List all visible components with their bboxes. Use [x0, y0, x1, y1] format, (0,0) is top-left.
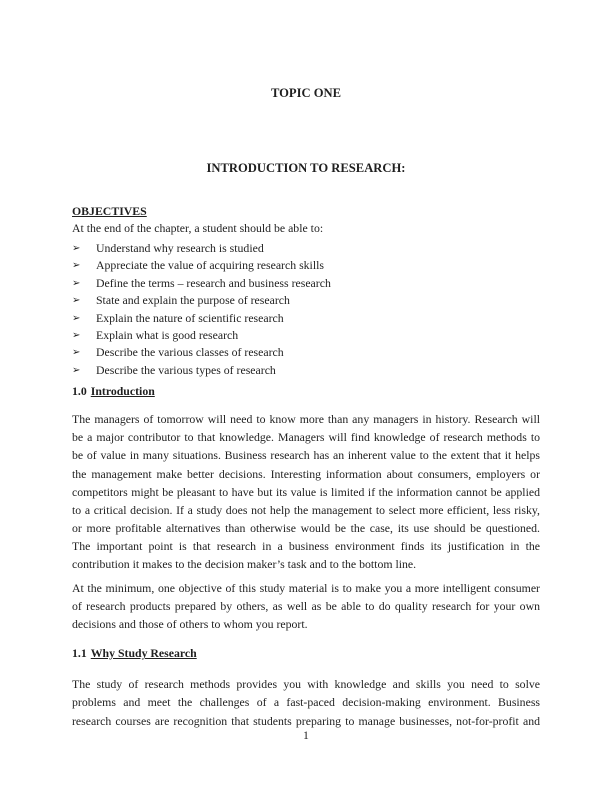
paragraph-line: decisions and those of others to whom you report. [72, 617, 308, 632]
topic-title: TOPIC ONE [270, 86, 342, 100]
objective-item [72, 327, 540, 344]
paragraph-introduction-2 [72, 579, 540, 633]
paragraph-line: be a major contributor to that knowledge. Managers will find knowledge of research methods to [72, 430, 540, 445]
objective-item-text: Explain what is good research [96, 328, 239, 343]
objectives-intro: At the end of the chapter, a student should be able to: [72, 221, 324, 235]
objectives-list [72, 240, 540, 379]
paragraph-line: or more profitable alternatives than otherwise would be the case, its use should be questioned. [72, 520, 540, 535]
objective-item-text: State and explain the purpose of research [96, 293, 290, 308]
section-title: Why Study Research [90, 646, 197, 661]
objective-item [72, 240, 540, 257]
objectives-heading-text: OBJECTIVES [72, 204, 147, 218]
paragraph-line: of research products prepared by others, as well as be able to do quality research for your own [72, 599, 540, 614]
objective-item-text: Appreciate the value of acquiring research skills [96, 258, 324, 273]
section-number: 1.1 [72, 646, 87, 661]
paragraph-line: be of value in many situations. Business research has an inherent value to the extent that it helps [72, 448, 540, 463]
objectives-heading [72, 203, 540, 220]
section-title: Introduction [90, 384, 155, 399]
objective-item-text: Describe the various types of research [96, 362, 276, 377]
objective-item-text: Describe the various classes of research [96, 345, 284, 360]
objective-item [72, 310, 540, 327]
bullet-arrow-icon: ➢ [72, 260, 81, 272]
paragraph-line: contribution it makes to the decision maker’s task and to the bottom line. [72, 557, 417, 571]
bullet-arrow-icon: ➢ [72, 243, 81, 254]
bullet-arrow-icon: ➢ [72, 330, 81, 342]
paragraph-why-study-research-1 [72, 675, 540, 729]
paragraph-line: problems and meet the challenges of a fast-paced decision-making environment. Business [72, 695, 540, 710]
objective-item [72, 344, 540, 361]
bullet-arrow-icon: ➢ [72, 277, 81, 289]
section-number: 1.0 [72, 384, 87, 399]
objective-item-text: Define the terms – research and business research [96, 275, 331, 290]
paragraph-line: to a critical decision. If a study does not help the management to select more efficient, less risky, [72, 502, 540, 517]
page-number: 1 [303, 728, 309, 742]
main-title: INTRODUCTION TO RESEARCH: [206, 161, 406, 175]
bullet-arrow-icon: ➢ [72, 312, 81, 324]
paragraph-line: competitors might be pleasant to have but its value is limited if the information cannot be applied [72, 484, 540, 499]
paragraph-line: The managers of tomorrow will need to know more than any managers in history. Research will [72, 412, 540, 427]
bullet-arrow-icon: ➢ [72, 295, 81, 307]
paragraph-introduction-1 [72, 410, 540, 573]
objective-item-text: Explain the nature of scientific research [96, 310, 284, 325]
objective-item-text: Understand why research is studied [96, 241, 264, 255]
paragraph-line: research courses are recognition that students preparing to manage businesses, not-for-profit and [72, 713, 540, 728]
bullet-arrow-icon: ➢ [72, 364, 81, 376]
objective-item [72, 257, 540, 274]
objective-item [72, 362, 540, 379]
paragraph-line: The study of research methods provides you with knowledge and skills you need to solve [72, 677, 540, 692]
bullet-arrow-icon: ➢ [72, 347, 81, 359]
section-heading-introduction [72, 382, 540, 400]
objective-item [72, 275, 540, 292]
objective-item [72, 292, 540, 309]
paragraph-line: The important point is that research in a business environment finds its justification in the [72, 538, 540, 553]
paragraph-line: At the minimum, one objective of this study material is to make you a more intelligent consumer [72, 581, 540, 596]
section-heading-why-study-research [72, 644, 540, 662]
paragraph-line: the management make better decisions. Interesting information about consumers, employers or [72, 466, 540, 481]
